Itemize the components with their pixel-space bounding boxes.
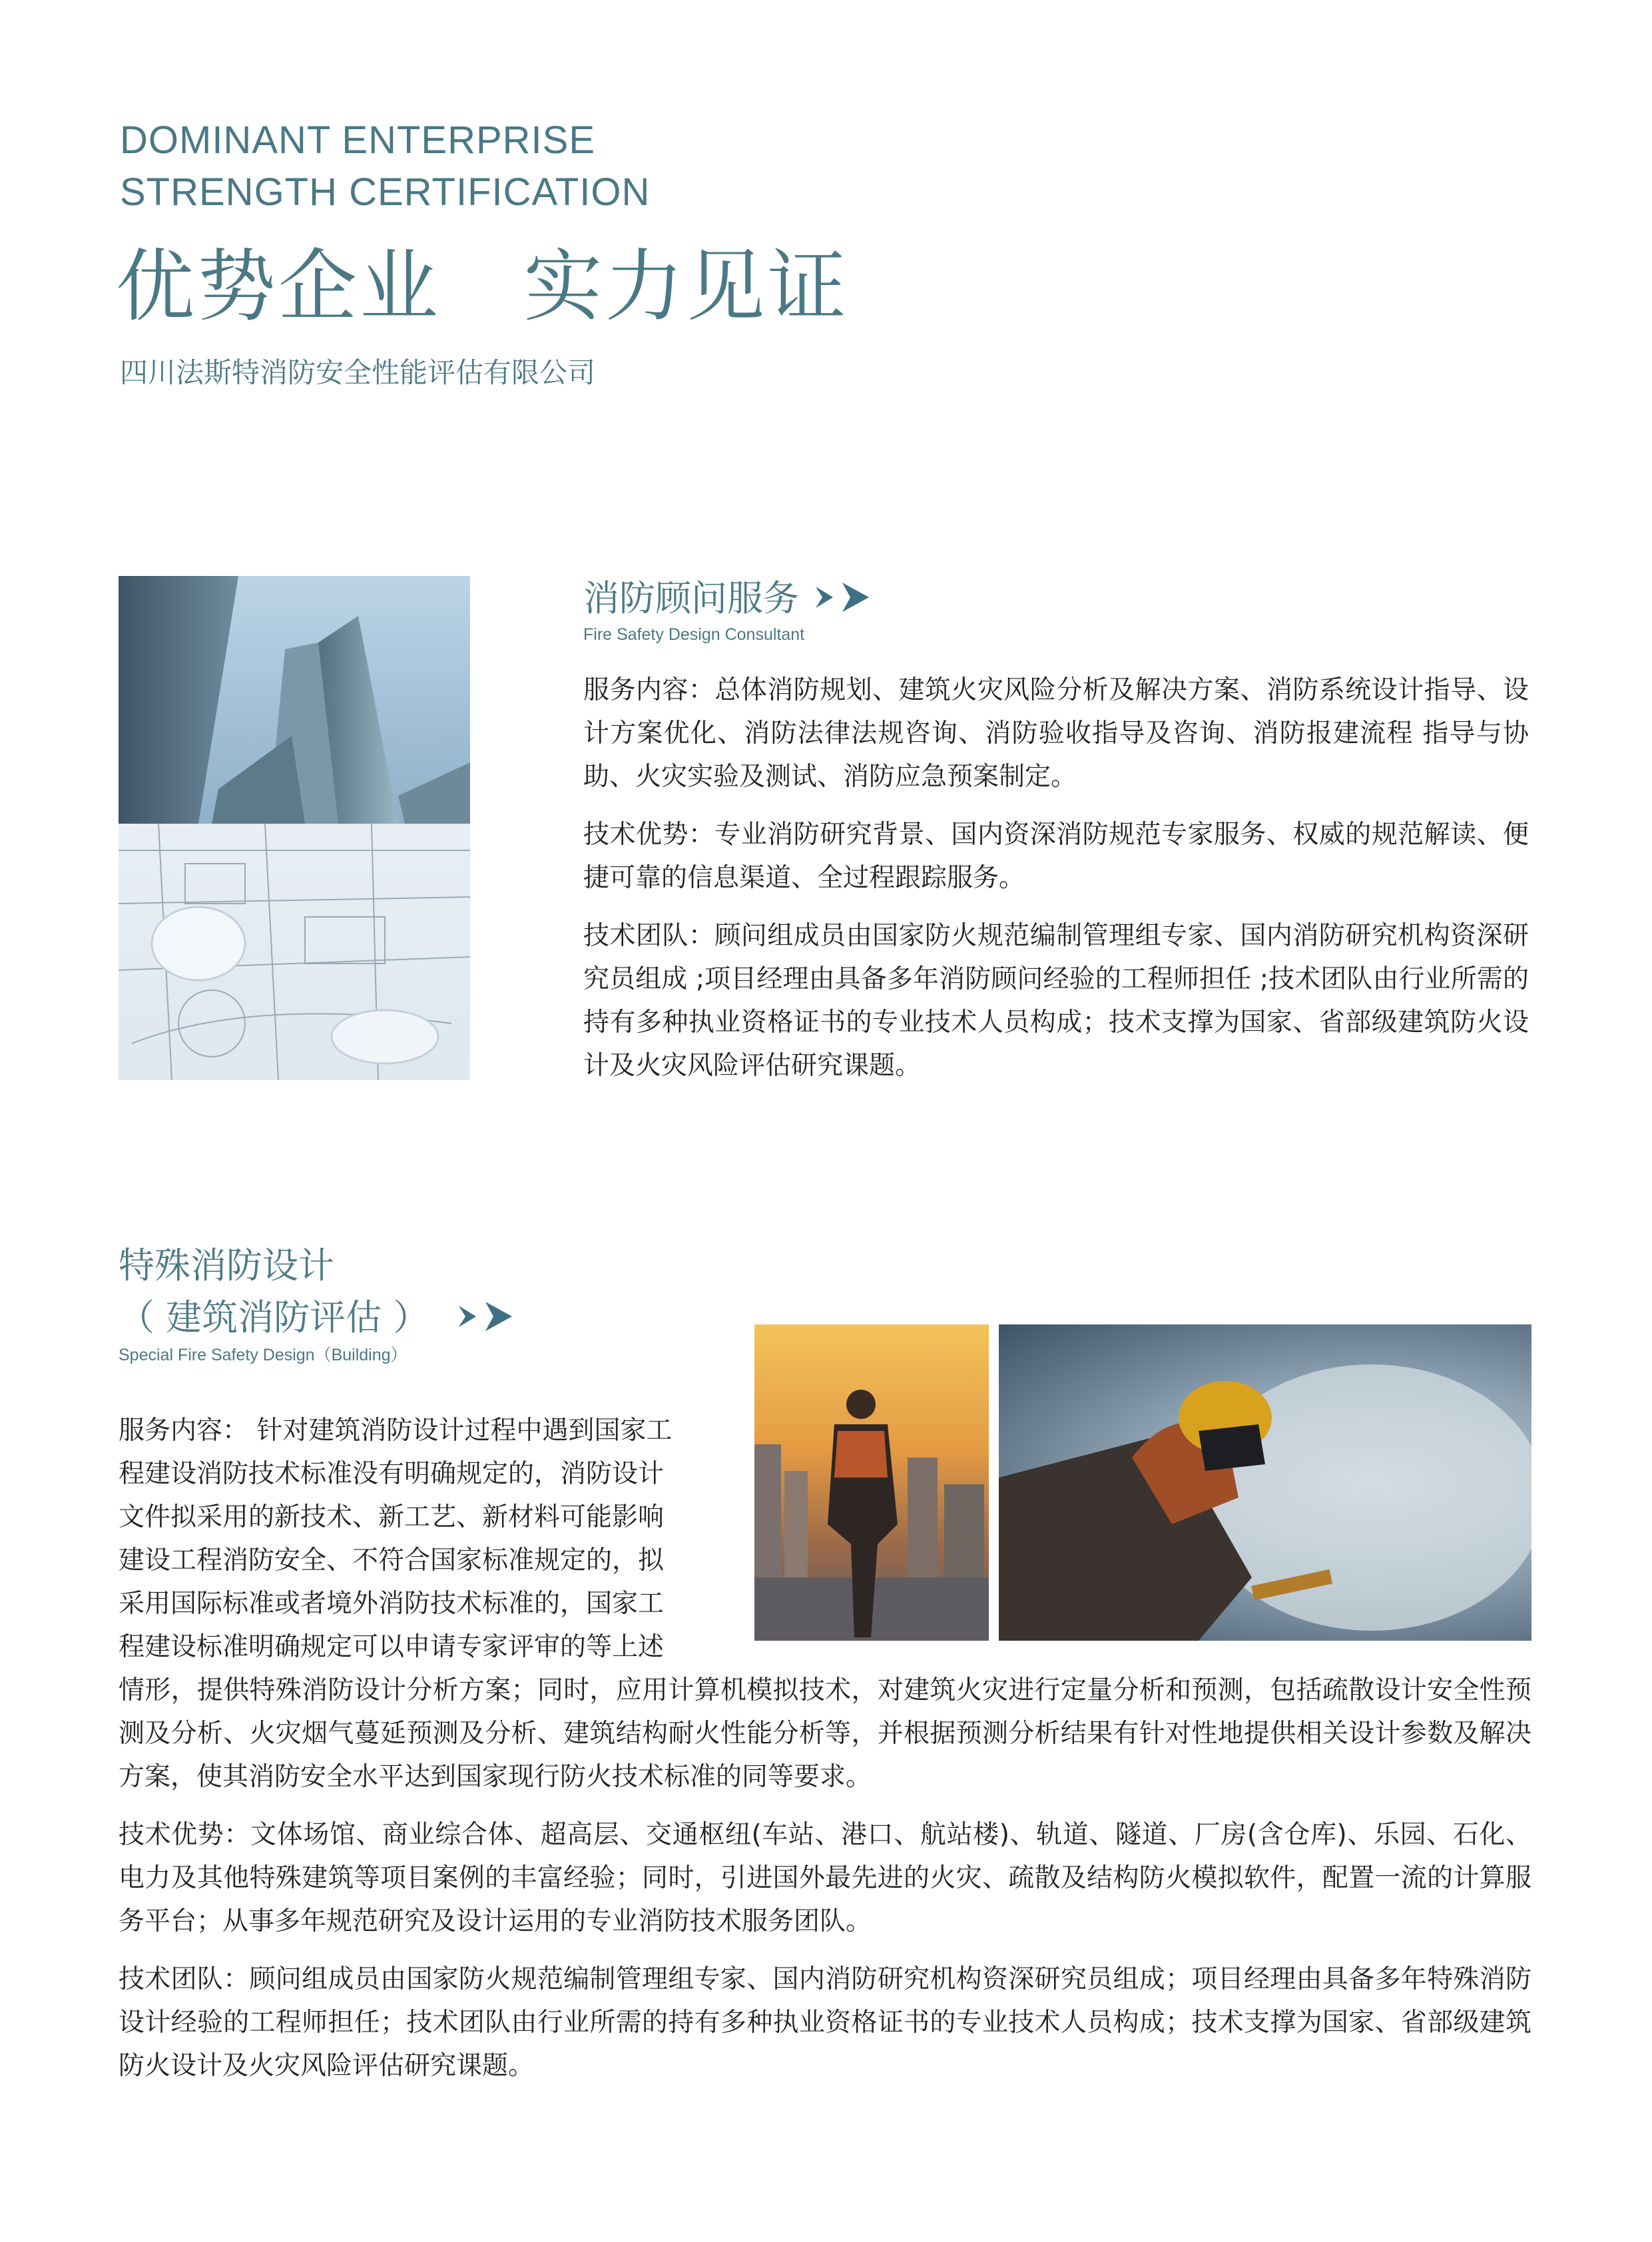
section2-intro-line: 采用国际标准或者境外消防技术标准的，国家工 (119, 1589, 665, 1619)
section1-service-paragraph: 服务内容：总体消防规划、建筑火灾风险分析及解决方案、消防系统设计指导、设计方案优化、消防法律法规咨询、消防验收指导及咨询、消防报建流程 指导与协助、火灾实验及测试、消防应急预案制定。 (583, 675, 1529, 792)
section1-subtitle: Fire Safety Design Consultant (583, 625, 805, 644)
english-heading-line2: STRENGTH CERTIFICATION (120, 170, 651, 214)
section2-intro-line: 文件拟采用的新技术、新工艺、新材料可能影响 (119, 1502, 665, 1532)
double-chevron-right-icon (816, 580, 880, 617)
firefighter-spray-photo (999, 1324, 1531, 1641)
company-name: 四川法斯特消防安全性能评估有限公司 (120, 356, 596, 389)
section1-team-paragraph: 技术团队：顾问组成员由国家防火规范编制管理组专家、国内消防研究机构资深研究员组成 ;项目经理由具备多年消防顾问经验的工程师担任 ;技术团队由行业所需的持有多种执业资格证书的专业技术人员构成；技术支撑为国家、省部级建筑防火设计及火灾风险评估研究课题。 (583, 921, 1529, 1081)
section2-intro-line: 程建设消防技术标准没有明确规定的，消防设计 (119, 1459, 665, 1489)
section2-body (119, 1669, 1531, 2102)
section2-team-paragraph: 技术团队：顾问组成员由国家防火规范编制管理组专家、国内消防研究机构资深研究员组成；项目经理由具备多年特殊消防设计经验的工程师担任；技术团队由行业所需的持有多种执业资格证书的专业技术人员构成；技术支撑为国家、省部级建筑防火设计及火灾风险评估研究课题。 (119, 1964, 1531, 2081)
section2-intro-line: 程建设标准明确规定可以申请专家评审的等上述 (119, 1632, 665, 1662)
section1-header (583, 573, 880, 646)
section1-advantage-paragraph: 技术优势：专业消防研究背景、国内资深消防规范专家服务、权威的规范解读、便捷可靠的信息渠道、全过程跟踪服务。 (583, 820, 1529, 893)
section1-title: 消防顾问服务 (583, 577, 799, 619)
english-heading-line1: DOMINANT ENTERPRISE (120, 119, 596, 162)
section2-intro-line: 建设工程消防安全、不符合国家标准规定的，拟 (119, 1545, 665, 1575)
chinese-title: 优势企业 实力见证 (116, 240, 849, 332)
blueprint-photo (119, 824, 470, 1080)
section2-intro (119, 1409, 731, 1669)
section2-title-line1: 特殊消防设计 (119, 1245, 334, 1286)
section2-intro-line: 服务内容： 针对建筑消防设计过程中遇到国家工 (119, 1416, 673, 1446)
english-heading (120, 115, 650, 218)
skyscraper-photo (119, 576, 470, 824)
section2-subtitle: Special Fire Safety Design（Building） (119, 1346, 408, 1364)
firefighter-city-photo (754, 1324, 989, 1641)
section2-service-continued: 情形，提供特殊消防设计分析方案；同时，应用计算机模拟技术，对建筑火灾进行定量分析和预测，包括疏散设计安全性预测及分析、火灾烟气蔓延预测及分析、建筑结构耐火性能分析等，并根据预测分析结果有针对性地提供相关设计参数及解决方案，使其消防安全水平达到国家现行防火技术标准的同等要求。 (119, 1675, 1531, 1792)
section2-header (119, 1240, 523, 1366)
section1-body (583, 669, 1529, 1102)
section2-title-line2: （ 建筑消防评估 ） (119, 1296, 429, 1338)
section2-advantage-paragraph: 技术优势：文体场馆、商业综合体、超高层、交通枢纽(车站、港口、航站楼)、轨道、隧道、厂房(含仓库)、乐园、石化、电力及其他特殊建筑等项目案例的丰富经验；同时，引进国外最先进的火灾、疏散及结构防火模拟软件，配置一流的计算服务平台；从事多年规范研究及设计运用的专业消防技术服务团队。 (119, 1820, 1531, 1936)
double-chevron-right-icon (459, 1299, 523, 1336)
